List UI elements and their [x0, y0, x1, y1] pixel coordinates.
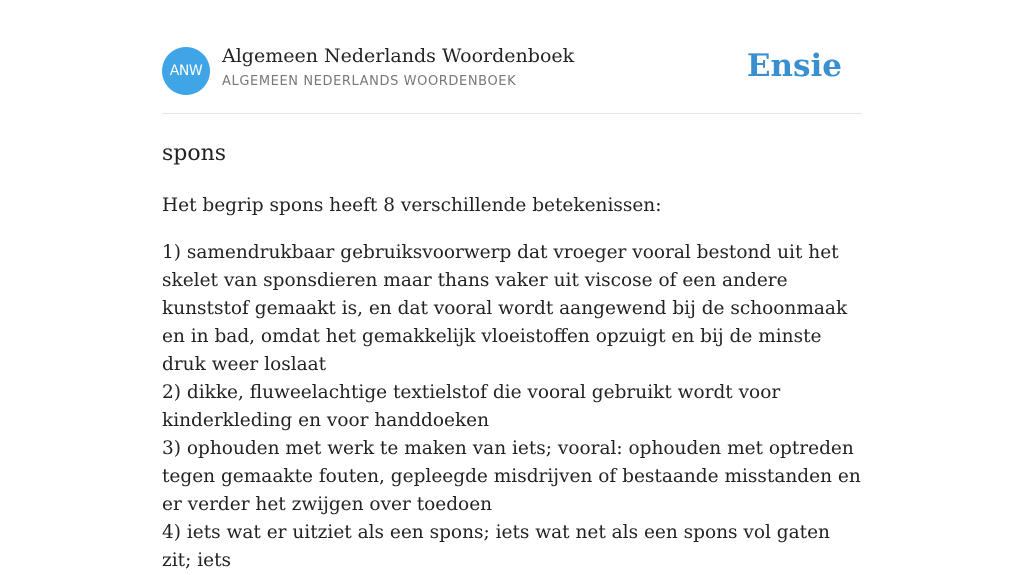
page-title: spons: [162, 141, 227, 166]
definition-item: 2) dikke, fluweelachtige textielstof die vooral gebruikt wordt voor kinderkleding en voor handdoeken: [162, 382, 781, 431]
definition-list: [162, 239, 862, 575]
source-logo[interactable]: ANW: [162, 47, 210, 95]
intro-text: Het begrip spons heeft 8 verschillende betekenissen:: [162, 195, 662, 216]
definition-item: 4) iets wat er uitziet als een spons; iets wat net als een spons vol gaten zit; iets: [162, 522, 830, 571]
definition-item: 3) ophouden met werk te maken van iets; vooral: ophouden met optreden tegen gemaakte fouten, gepleegde misdrijven of bestaande misstanden en er verder het zwijgen over toedoen: [162, 438, 861, 515]
definition-item: 1) samendrukbaar gebruiksvoorwerp dat vroeger vooral bestond uit het skelet van sponsdieren maar thans vaker uit viscose of een andere kunststof gemaakt is, en dat vooral wordt aangewend bij de schoonmaak en in bad, omdat het gemakkelijk vloeistoffen opzuigt en bij de minste druk weer loslaat: [162, 242, 848, 375]
source-title[interactable]: Algemeen Nederlands Woordenboek: [222, 45, 575, 67]
brand-logo[interactable]: Ensie: [746, 48, 842, 84]
source-subtitle: ALGEMEEN NEDERLANDS WOORDENBOEK: [222, 74, 517, 89]
header: [162, 0, 862, 114]
content-container: [162, 0, 862, 575]
